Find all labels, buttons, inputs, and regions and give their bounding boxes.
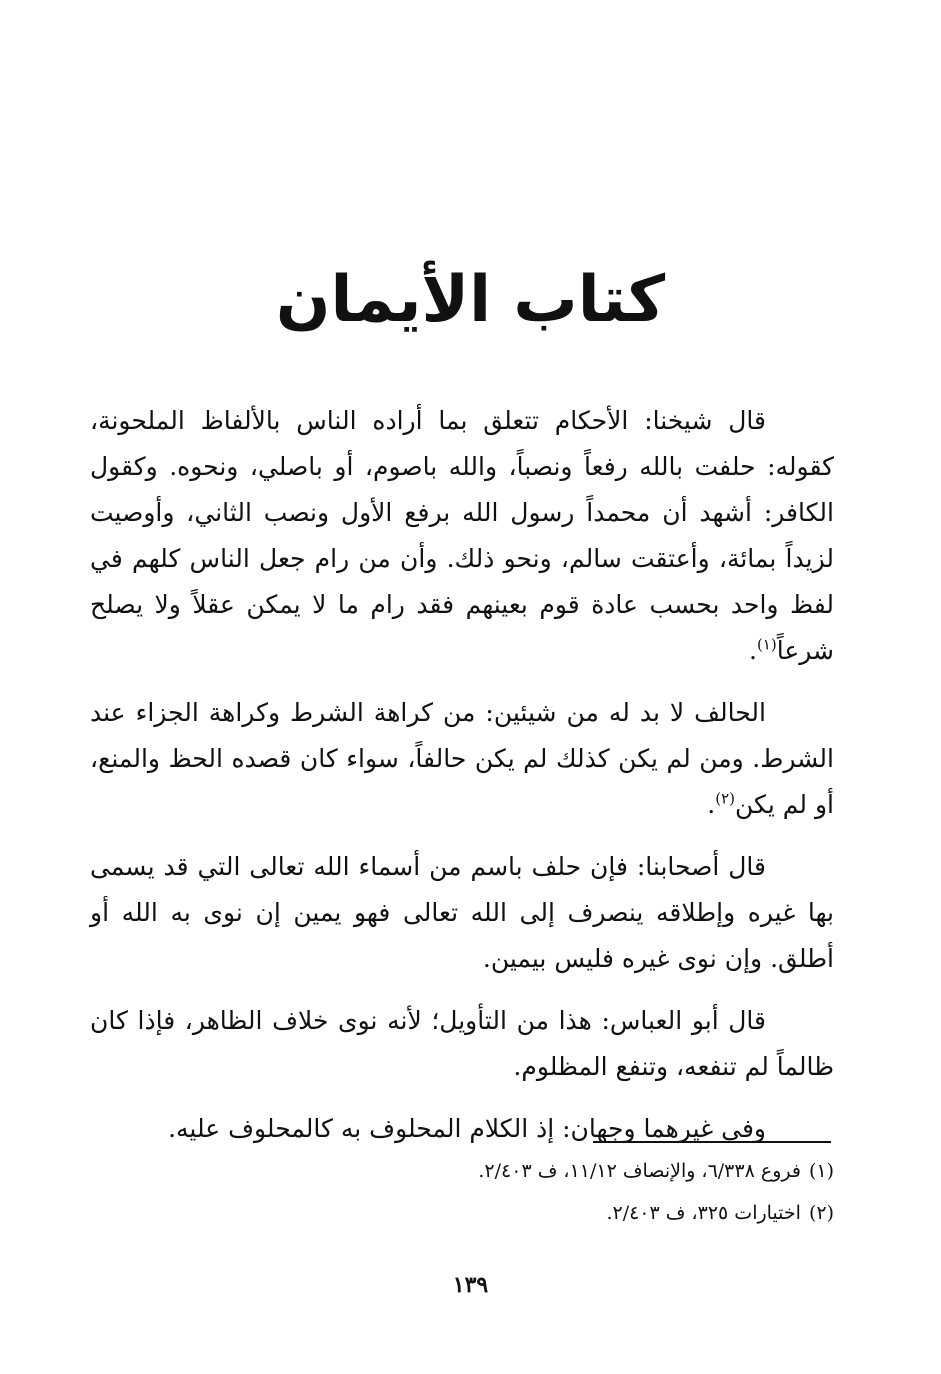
paragraph: قال أبو العباس: هذا من التأويل؛ لأنه نوى خلاف الظاهر، فإذا كان ظالماً لم تنفعه، وتنفع المظلوم. (90, 1006, 834, 1081)
paragraph: وفي غيرهما وجهان: إذ الكلام المحلوف به كالمحلوف عليه. (168, 1114, 766, 1143)
footnote (90, 1152, 834, 1190)
paragraph: قال شيخنا: الأحكام تتعلق بما أراده الناس بالألفاظ الملحونة، كقوله: حلفت بالله رفعاً ونصباً، والله باصوم، أو باصلي، ونحوه. وكقول الكافر: أشهد أن محمداً رسول الله برفع الأول ونصب الثاني، وأوصيت لزيداً بمائة، وأعتقت سالم، ونحو ذلك. وأن من رام جعل الناس كلهم في لفظ واحد بحسب عادة قوم بعينهم فقد رام ما لا يمكن عقلاً ولا يصلح شرعاً$^{(١)}$. (90, 406, 834, 665)
body-text (90, 398, 834, 1168)
footnote-text: فروع ٦/٣٣٨، والإنصاف ١١/١٢، ف ٢/٤٠٣. (478, 1160, 801, 1182)
footnote-text: اختيارات ٣٢٥، ف ٢/٤٠٣. (606, 1202, 801, 1224)
footnotes (90, 1152, 834, 1236)
footnote-number: (٢) (808, 1202, 834, 1224)
page-number: ١٣٩ (452, 1272, 489, 1298)
footnote (90, 1194, 834, 1232)
chapter-title: كتاب الأيمان (275, 263, 666, 337)
footnote-divider (593, 1141, 831, 1143)
paragraph: الحالف لا بد له من شيئين: من كراهة الشرط وكراهة الجزاء عند الشرط. ومن لم يكن كذلك لم يكن حالفاً، سواء كان قصده الحظ والمنع، أو لم يكن$^{(٢)}$. (90, 698, 834, 819)
footnote-ref[interactable]: (١) (756, 635, 777, 654)
footnote-number: (١) (808, 1160, 834, 1182)
footnote-ref[interactable]: (٢) (715, 789, 736, 808)
paragraph: قال أصحابنا: فإن حلف باسم من أسماء الله تعالى التي قد يسمى بها غيره وإطلاقه ينصرف إلى الله تعالى فهو يمين إن نوى به الله أو أطلق. وإن نوى غيره فليس بيمين. (90, 852, 834, 973)
